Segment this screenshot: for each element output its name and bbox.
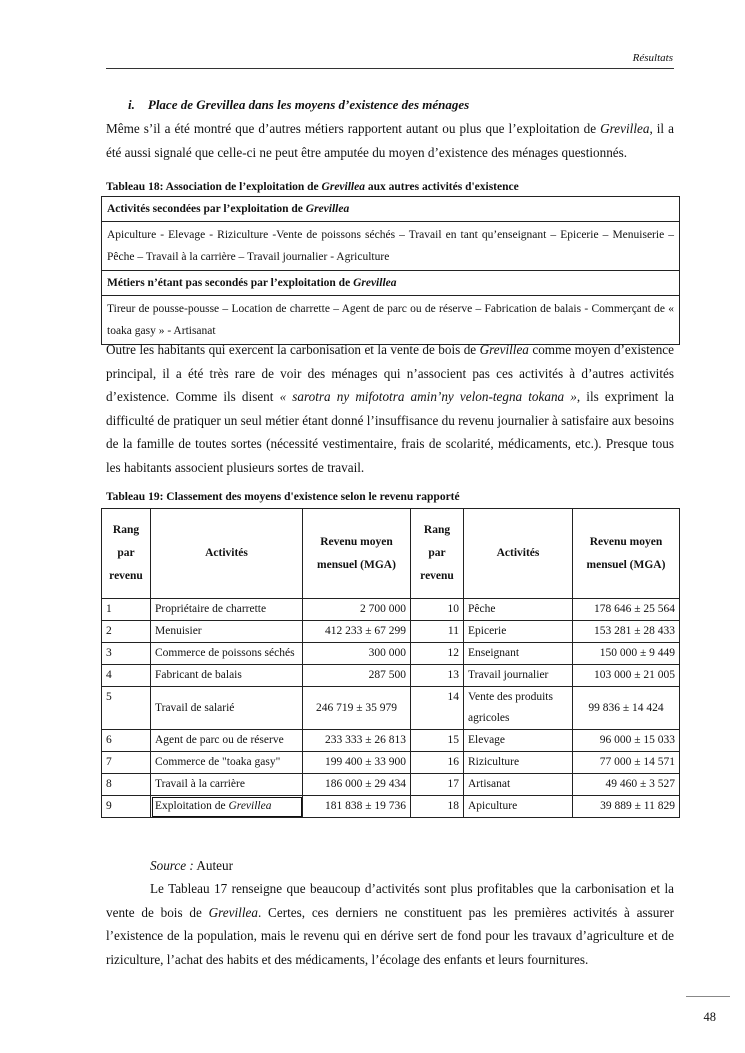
income-cell: 49 460 ± 3 527 xyxy=(573,774,680,796)
activity-cell: Propriétaire de charrette xyxy=(151,599,303,621)
header-rank-right: Rang par revenu xyxy=(411,509,464,599)
footer-rule xyxy=(686,996,730,997)
income-cell: 233 333 ± 26 813 xyxy=(303,730,411,752)
rank-cell: 16 xyxy=(411,752,464,774)
rank-cell: 5 xyxy=(102,687,151,730)
rank-cell: 9 xyxy=(102,796,151,818)
income-cell: 150 000 ± 9 449 xyxy=(573,643,680,665)
activity-cell: Riziculture xyxy=(464,752,573,774)
income-cell: 96 000 ± 15 033 xyxy=(573,730,680,752)
income-cell: 77 000 ± 14 571 xyxy=(573,752,680,774)
income-cell: 39 889 ± 11 829 xyxy=(573,796,680,818)
rank-cell: 18 xyxy=(411,796,464,818)
table18-header-cell-1 xyxy=(102,197,680,222)
table18-body-cell-1: Apiculture - Elevage - Riziculture -Vente de poissons séchés – Travail en tant qu’enseignant – Epicerie – Menuiserie – Pêche – Travail à la carrière – Travail journalier - Agriculture xyxy=(102,222,680,271)
income-cell: 153 281 ± 28 433 xyxy=(573,621,680,643)
income-cell: 178 646 ± 25 564 xyxy=(573,599,680,621)
income-cell: 199 400 ± 33 900 xyxy=(303,752,411,774)
activity-cell: Apiculture xyxy=(464,796,573,818)
income-cell: 2 700 000 xyxy=(303,599,411,621)
income-cell: 181 838 ± 19 736 xyxy=(303,796,411,818)
running-header: Résultats xyxy=(632,52,673,64)
activity-cell: Fabricant de balais xyxy=(151,665,303,687)
activity-cell-highlighted xyxy=(151,796,303,818)
rank-cell: 4 xyxy=(102,665,151,687)
activity-cell: Commerce de poissons séchés xyxy=(151,643,303,665)
table-source xyxy=(150,858,233,874)
table-row xyxy=(102,774,680,796)
income-cell: 103 000 ± 21 005 xyxy=(573,665,680,687)
rank-cell: 13 xyxy=(411,665,464,687)
table-row xyxy=(102,599,680,621)
table-row xyxy=(102,643,680,665)
header-rule xyxy=(106,68,674,69)
para2-italic-a: Grevillea xyxy=(479,342,529,357)
para3-italic: Grevillea xyxy=(208,904,258,920)
activity-italic: Grevillea xyxy=(228,800,272,812)
activity-cell: Menuisier xyxy=(151,621,303,643)
table-row xyxy=(102,730,680,752)
para2-text-b: comme moyen d’existence principal, il a été très rare de voir des ménages qui n’associent pas ces activités à d’autres activités d’existence. Comme ils disent xyxy=(106,342,674,404)
table-row xyxy=(102,687,680,730)
table19-caption: Tableau 19: Classement des moyens d'existence selon le revenu rapporté xyxy=(106,491,460,503)
table-row xyxy=(102,665,680,687)
table18-row-body-1 xyxy=(102,222,680,271)
table18-row-header-2 xyxy=(102,271,680,296)
activity-cell: Agent de parc ou de réserve xyxy=(151,730,303,752)
header-activity-right: Activités xyxy=(464,509,573,599)
table-row xyxy=(102,796,680,818)
rank-cell: 12 xyxy=(411,643,464,665)
rank-cell: 3 xyxy=(102,643,151,665)
t18-h2-text: Métiers n’étant pas secondés par l’exploitation de xyxy=(107,277,354,289)
rank-cell: 1 xyxy=(102,599,151,621)
income-cell: 246 719 ± 35 979 xyxy=(303,687,411,730)
table18-caption-a: Tableau 18: Association de l’exploitation de xyxy=(106,181,322,193)
activity-cell: Pêche xyxy=(464,599,573,621)
page-number: 48 xyxy=(703,1010,716,1024)
rank-cell: 8 xyxy=(102,774,151,796)
section-heading xyxy=(128,97,469,113)
activity-cell: Epicerie xyxy=(464,621,573,643)
table19 xyxy=(101,508,680,818)
income-cell: 287 500 xyxy=(303,665,411,687)
table18-row-header-1 xyxy=(102,197,680,222)
t18-h2-italic: Grevillea xyxy=(353,277,397,289)
activity-cell: Commerce de "toaka gasy" xyxy=(151,752,303,774)
para2-text-c: , ils expriment la difficulté de pratiquer un seul métier étant donné l’insuffisance du revenu journalier à satisfaire aux besoins de la famille de toutes sortes (nécessité vestimentaire, frais de scolarité, médicaments, etc.). Presque tous les habitants associent plusieurs sortes de travail. xyxy=(106,389,674,475)
income-cell: 99 836 ± 14 424 xyxy=(573,687,680,730)
paragraph-conclusion xyxy=(106,877,674,971)
table18-caption-italic: Grevillea xyxy=(321,181,365,193)
rank-cell: 10 xyxy=(411,599,464,621)
para3-text-a: Le Tableau 17 renseigne que beaucoup d’activités sont plus profitables que la carbonisation et la vente de bois de xyxy=(106,881,674,920)
activity-cell: Vente des produits agricoles xyxy=(464,687,573,730)
para1-text-b: , il a été aussi signalé que celle-ci ne peut être amputée du moyen d’existence des ménages questionnés. xyxy=(106,121,674,160)
para1-italic: Grevillea xyxy=(600,121,650,136)
para1-text-a: Même s’il a été montré que d’autres métiers rapportent autant ou plus que l’exploitation de xyxy=(106,121,601,136)
para3-text-b: . Certes, ces derniers ne constituent pas les premières activités à assurer l’existence de la population, mais le revenu qui en dérive sert de fond pour les travaux d’agriculture et de riziculture, l’achat des habits et des médicaments, l’écolage des enfants et leurs fournitures. xyxy=(106,904,675,967)
rank-cell: 6 xyxy=(102,730,151,752)
header-activity-left: Activités xyxy=(151,509,303,599)
table18-caption xyxy=(106,181,519,193)
table-row xyxy=(102,621,680,643)
heading-number: i. xyxy=(128,97,135,112)
table18 xyxy=(101,196,680,345)
rank-cell: 2 xyxy=(102,621,151,643)
income-cell: 186 000 ± 29 434 xyxy=(303,774,411,796)
source-label: Source : xyxy=(150,858,194,873)
para2-text-a: Outre les habitants qui exercent la carbonisation et la vente de bois de xyxy=(106,342,480,357)
header-income-right: Revenu moyen mensuel (MGA) xyxy=(573,509,680,599)
table-row xyxy=(102,752,680,774)
rank-cell: 7 xyxy=(102,752,151,774)
income-cell: 300 000 xyxy=(303,643,411,665)
source-value: Auteur xyxy=(193,858,234,873)
rank-cell: 11 xyxy=(411,621,464,643)
table18-header-cell-2 xyxy=(102,271,680,296)
t18-h1-text: Activités secondées par l’exploitation de xyxy=(107,203,306,215)
heading-title: Place de Grevillea dans les moyens d’existence des ménages xyxy=(147,97,470,112)
income-cell: 412 233 ± 67 299 xyxy=(303,621,411,643)
rank-cell: 14 xyxy=(411,687,464,730)
activity-cell: Elevage xyxy=(464,730,573,752)
table19-header-row xyxy=(102,509,680,599)
rank-cell: 17 xyxy=(411,774,464,796)
rank-cell: 15 xyxy=(411,730,464,752)
table18-body-cell-2: Tireur de pousse-pousse – Location de charrette – Agent de parc ou de réserve – Fabrication de balais - Commerçant de « toaka gasy » - Artisanat xyxy=(102,296,680,345)
activity-cell: Travail à la carrière xyxy=(151,774,303,796)
para2-italic-b: « sarotra ny mifototra amin’ny velon-tegna tokana » xyxy=(279,389,577,404)
activity-cell: Enseignant xyxy=(464,643,573,665)
table18-caption-b: aux autres activités d'existence xyxy=(364,181,519,193)
header-income-left: Revenu moyen mensuel (MGA) xyxy=(303,509,411,599)
activity-cell: Travail journalier xyxy=(464,665,573,687)
activity-text: Exploitation de xyxy=(155,800,229,812)
paragraph-intro xyxy=(106,117,674,164)
activity-cell: Travail de salarié xyxy=(151,687,303,730)
paragraph-context xyxy=(106,338,674,479)
t18-h1-italic: Grevillea xyxy=(305,203,350,215)
activity-cell: Artisanat xyxy=(464,774,573,796)
header-rank-left: Rang par revenu xyxy=(102,509,151,599)
